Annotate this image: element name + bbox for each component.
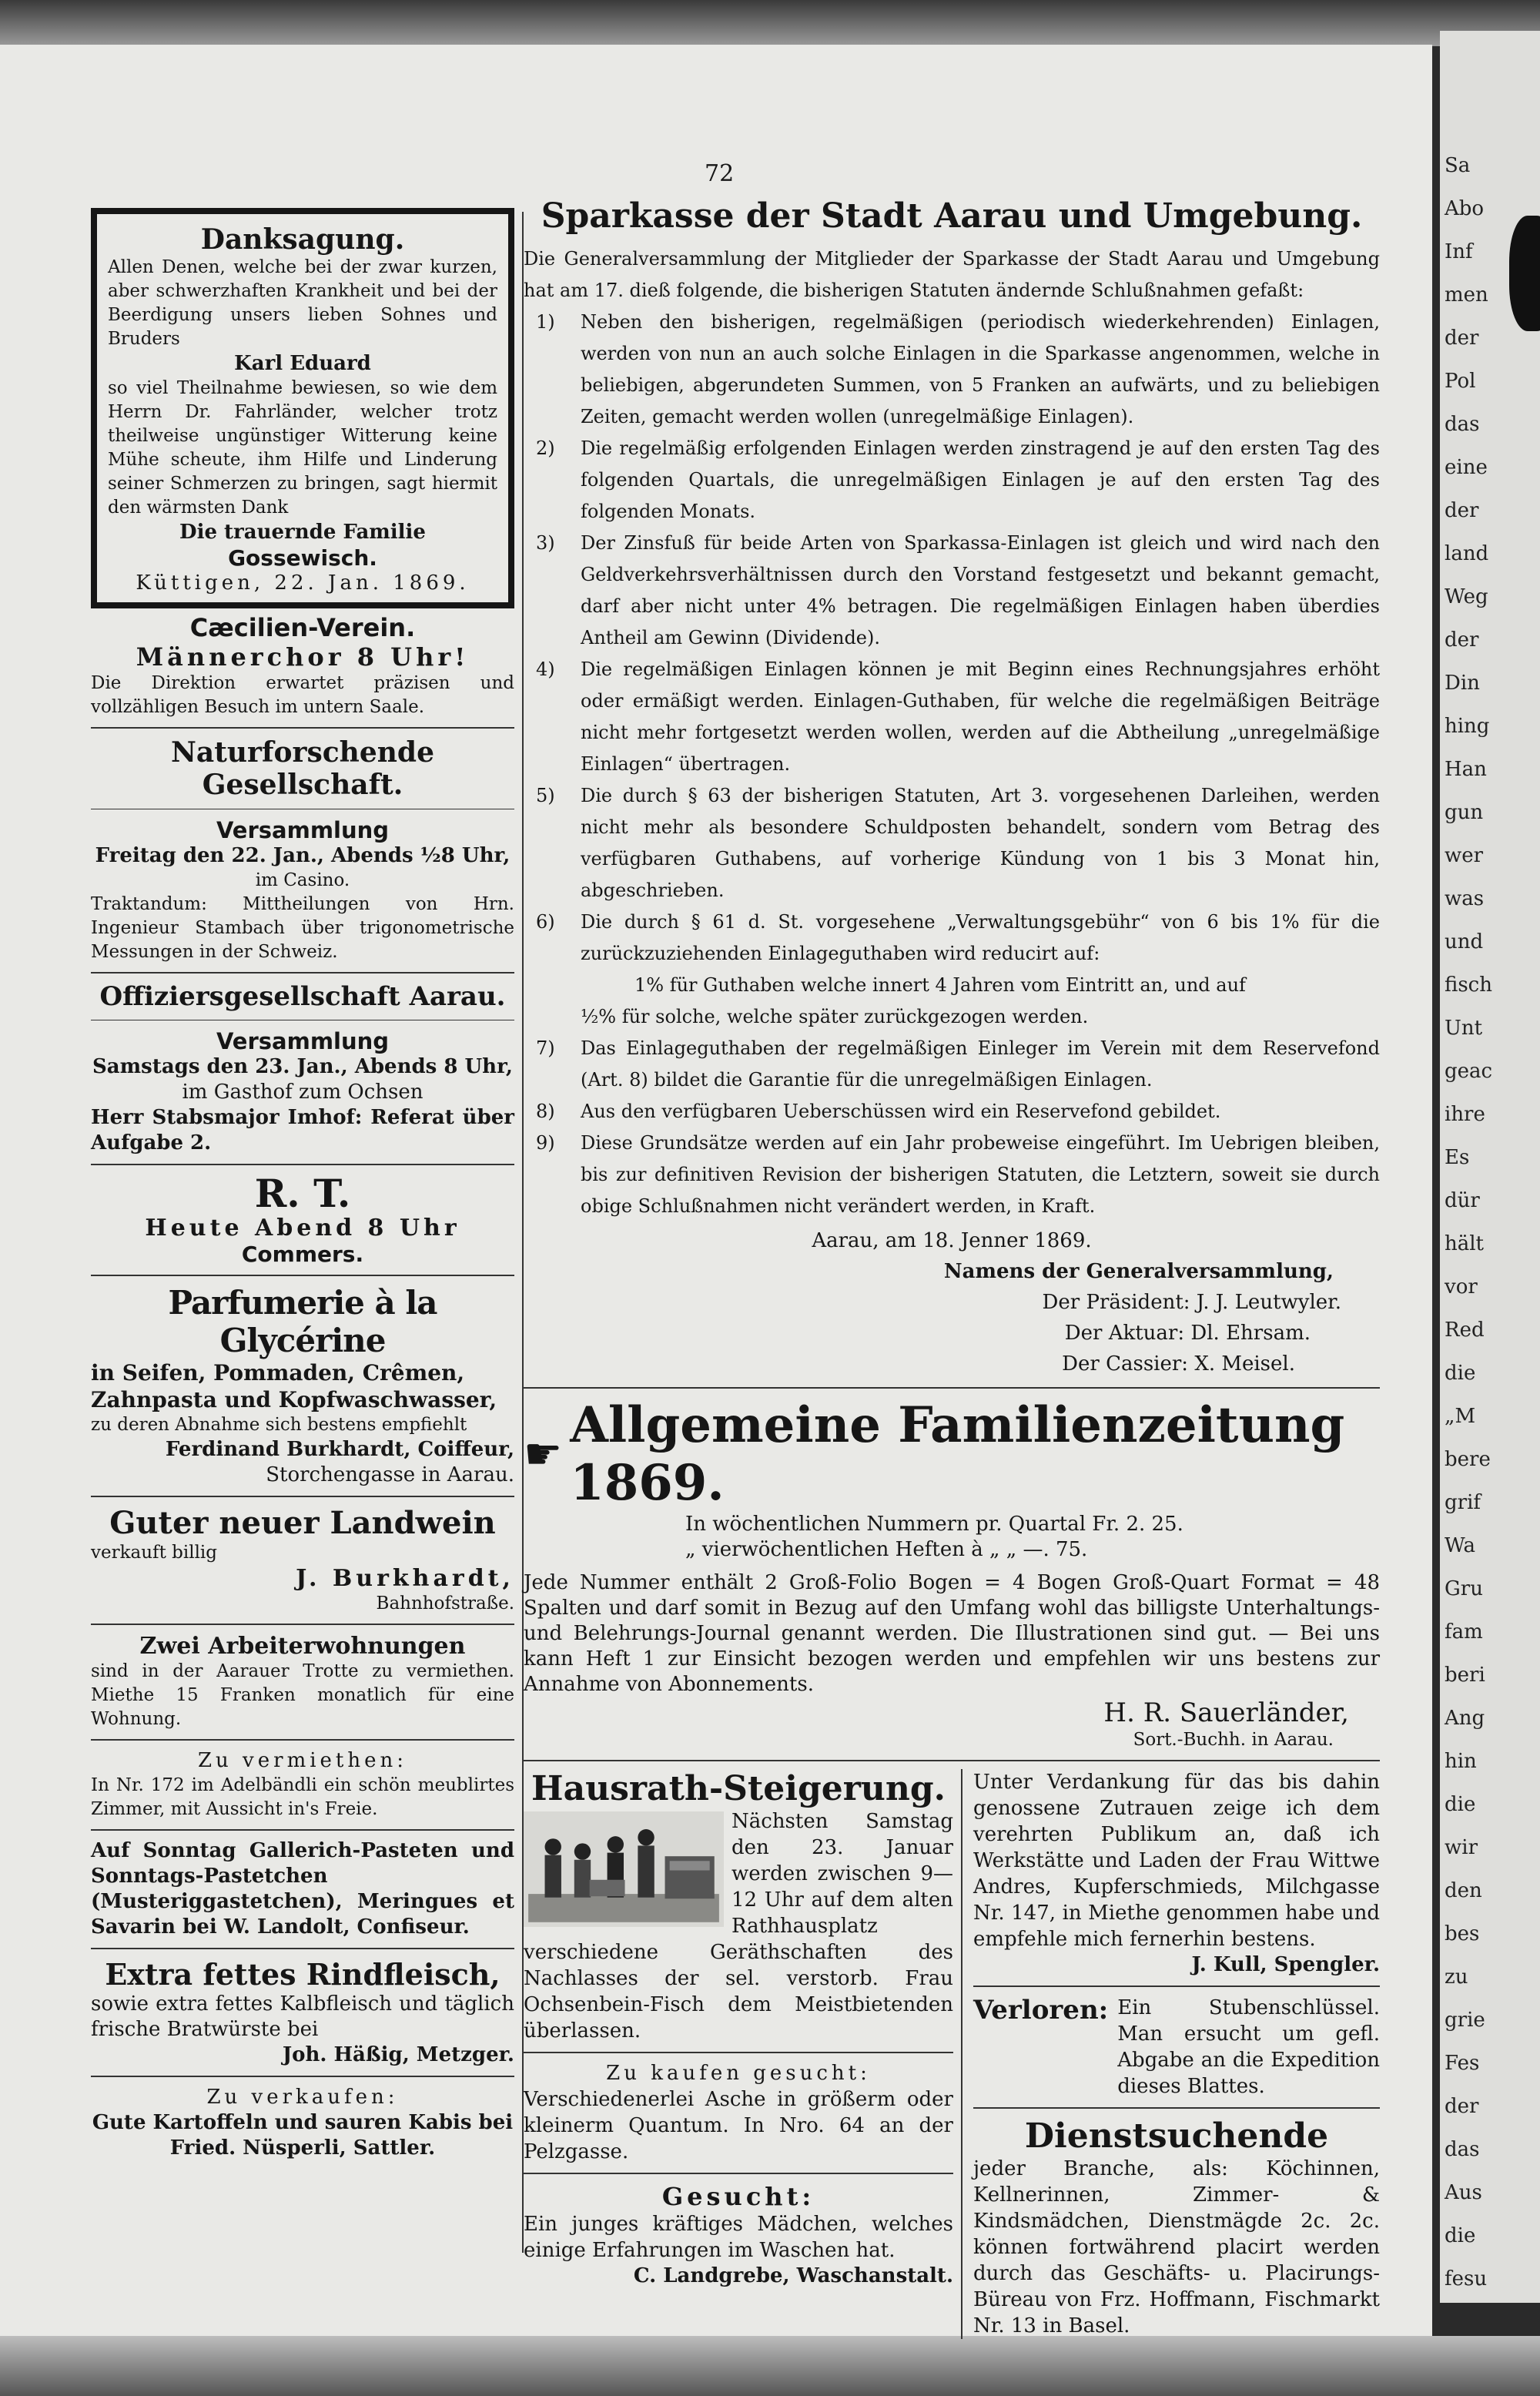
adjacent-page-text: dür: [1445, 1189, 1480, 1212]
rt-title: R. T.: [254, 1171, 351, 1216]
familienzeitung-title: Allgemeine Familienzeitung 1869.: [570, 1396, 1345, 1512]
item-text: Der Zinsfuß für beide Arten von Sparkassa-Einlagen ist gleich und wird nach den Geldverkehrsverhältnissen durch den Vorstand festgesetzt und bekannt gemacht, darf aber nicht unter 4% betragen. Die regelmäßigen Einlagen haben überdies Antheil am Gewinn (Dividende).: [581, 532, 1380, 648]
page-number: 72: [705, 160, 735, 187]
divider: [91, 1829, 514, 1831]
sparkasse-item: [524, 780, 1380, 906]
adjacent-page-text: fisch: [1445, 973, 1492, 997]
offiziere-heading: Versammlung: [216, 1028, 390, 1054]
naturf-heading: Versammlung: [216, 817, 390, 843]
thanks-text-2: so viel Theilnahme bewiesen, so wie dem Herrn Dr. Fahrländer, welcher trotz theilweise ungünstiger Witterung keine Mühe scheute, ihm Hilfe und Linderung seiner Schmerzen zu bringen, sagt hiermit den wärmsten Dank: [108, 378, 497, 518]
caecilien-sub: Männerchor 8 Uhr!: [136, 642, 470, 672]
sparkasse-item: [524, 654, 1380, 780]
adjacent-page-text: hing: [1445, 715, 1490, 738]
thanks-family: Die trauernde Familie: [179, 521, 426, 544]
familienzeitung-text: Jede Nummer enthält 2 Groß-Folio Bogen = 4 Bogen Groß-Quart Format = 48 Spalten und darf somit in Bezug auf den Umfang wohl das billigste Unterhaltungs- und Belehrungs-Journal genannt werden. Die Illustrationen sind gut. — Bei uns kann Heft 1 zur Einsicht bezogen werden und empfehlen wir uns bestens zur Annahme von Abonnements.: [524, 1571, 1380, 1696]
item-text: Die durch § 61 d. St. vorgesehene „Verwaltungsgebühr“ von 6 bis 1% für die zurückzuziehenden Einlageguthaben wird reducirt auf:: [581, 911, 1380, 964]
caecilien-text: Die Direktion erwartet präzisen und vollzähligen Besuch im untern Saale.: [91, 673, 514, 717]
gesucht-title: Gesucht:: [661, 2182, 815, 2211]
adjacent-page-text: und: [1445, 930, 1484, 953]
verkaufen-ad: [91, 2085, 514, 2161]
adjacent-page-text: Weg: [1445, 585, 1488, 608]
familienzeitung-signature: H. R. Sauerländer,: [1103, 1697, 1349, 1728]
adjacent-page-text: was: [1445, 887, 1485, 910]
gesucht-signature: C. Landgrebe, Waschanstalt.: [633, 2264, 953, 2287]
divider: [524, 1760, 1380, 1761]
verloren-text: Ein Stubenschlüssel. Man ersucht um gefl. Abgabe an die Expedition dieses Blattes.: [1117, 1996, 1380, 2098]
thanks-text-1: Allen Denen, welche bei der zwar kurzen, aber schwerzhaften Krankheit und bei der Beerdigung unsers lieben Sohnes und Bruders: [108, 257, 497, 349]
naturf-when: Freitag den 22. Jan., Abends ½8 Uhr,: [95, 844, 511, 867]
rindfleisch-name: Joh. Häßig, Metzger.: [282, 2043, 514, 2066]
verkaufen-text: Gute Kartoffeln und sauren Kabis bei Fried. Nüsperli, Sattler.: [92, 2111, 514, 2160]
vermiethen-text: In Nr. 172 im Adelbändli ein schön meublirtes Zimmer, mit Aussicht in's Freie.: [91, 1775, 514, 1819]
divider: [91, 1164, 514, 1165]
scan-top-edge: [0, 0, 1540, 46]
wohnungen-text: sind in der Aarauer Trotte zu vermiethen. Miethe 15 Franken monatlich für eine Wohnung.: [91, 1661, 514, 1729]
offiziere-title: Offiziersgesellschaft Aarau.: [99, 981, 506, 1012]
sparkasse-item: [524, 307, 1380, 433]
adjacent-page-text: eine: [1445, 456, 1488, 479]
item-number: 7): [536, 1037, 555, 1059]
kaufen-title: Zu kaufen gesucht:: [606, 2062, 871, 2085]
adjacent-page-text: die: [1445, 2224, 1476, 2247]
divider: [91, 2076, 514, 2077]
adjacent-page-text: fesu: [1445, 2267, 1488, 2290]
parfum-name: Ferdinand Burkhardt, Coiffeur,: [165, 1438, 514, 1461]
sparkasse-cassier: Der Cassier: X. Meisel.: [1062, 1352, 1295, 1376]
sparkasse-item: [524, 1096, 1380, 1128]
offiziere-where: im Gasthof zum Ochsen: [182, 1081, 424, 1104]
divider: [91, 1739, 514, 1741]
adjacent-page-text: den: [1445, 1879, 1482, 1902]
thanks-title: Danksagung.: [200, 223, 405, 256]
divider: [524, 2052, 953, 2053]
kaufen-text: Verschiedenerlei Asche in größerm oder kleinerm Quantum. In Nro. 64 an der Pelzgasse.: [524, 2088, 953, 2163]
parfum-line2: zu deren Abnahme sich bestens empfiehlt: [91, 1415, 467, 1435]
sparkasse-praesident: Der Präsident: J. J. Leutwyler.: [1042, 1291, 1341, 1314]
caecilien-title: Cæcilien-Verein.: [189, 613, 416, 642]
left-column: [91, 208, 514, 2166]
adjacent-page-text: „M: [1445, 1405, 1476, 1428]
main-column: [524, 196, 1380, 2339]
familienzeitung-line2: „ vierwöchentlichen Heften à „ „ —. 75.: [685, 1538, 1088, 1561]
adjacent-page-text: Fes: [1445, 2052, 1480, 2075]
landwein-name: J. Burkhardt,: [296, 1565, 514, 1592]
adjacent-page-text: das: [1445, 2138, 1480, 2161]
adjacent-page-fragment: [1440, 31, 1540, 2303]
adjacent-page-text: Din: [1445, 672, 1480, 695]
adjacent-page-text: bere: [1445, 1448, 1491, 1471]
pointing-hand-icon: ☛: [524, 1429, 563, 1479]
verloren-label: Verloren:: [973, 1995, 1109, 2026]
adjacent-page-text: die: [1445, 1793, 1476, 1816]
divider: [524, 1387, 1380, 1389]
verkaufen-title: Zu verkaufen:: [206, 2086, 399, 2109]
item-number: 6): [536, 911, 555, 933]
adjacent-page-text: Wa: [1445, 1534, 1475, 1557]
sparkasse-item: [524, 433, 1380, 528]
adjacent-page-text: land: [1445, 542, 1489, 565]
sparkasse-title: Sparkasse der Stadt Aarau und Umgebung.: [541, 196, 1363, 236]
adjacent-page-text: der: [1445, 628, 1479, 652]
hausrath-title: Hausrath-Steigerung.: [531, 1769, 946, 1808]
kull-text: Unter Verdankung für das bis dahin genossene Zutrauen zeige ich dem verehrten Publikum an, daß ich Werkstätte und Laden der Frau Wittwe Andres, Kupferschmieds, Milchgasse Nr. 147, in Miethe genommen habe und empfehle mich fernerhin bestens.: [973, 1771, 1380, 1951]
rt-line: Heute Abend 8 Uhr: [145, 1215, 460, 1242]
familienzeitung-ad: [524, 1396, 1380, 1752]
adjacent-page-text: grif: [1445, 1491, 1481, 1514]
wohnungen-ad: [91, 1633, 514, 1731]
adjacent-page-text: gun: [1445, 801, 1484, 824]
adjacent-page-text: Sa: [1445, 154, 1471, 177]
adjacent-page-text: hin: [1445, 1750, 1477, 1773]
rindfleisch-ad: [91, 1957, 514, 2068]
divider: [973, 1985, 1380, 1987]
item-number: 5): [536, 785, 555, 806]
fee-rate-2: ½% für solche, welche später zurückgezogen werden.: [581, 1006, 1089, 1027]
offiziers-notice: [91, 981, 514, 1156]
caecilien-notice: [91, 613, 514, 719]
rindfleisch-title: Extra fettes Rindfleisch,: [105, 1957, 500, 1992]
divider: [973, 2107, 1380, 2109]
landwein-title: Guter neuer Landwein: [109, 1505, 496, 1541]
lower-ads: [524, 1769, 1380, 2339]
sparkasse-item: [524, 1128, 1380, 1222]
sparkasse-namens: Namens der Generalversammlung,: [943, 1260, 1334, 1283]
adjacent-page-text: ihre: [1445, 1103, 1485, 1126]
adjacent-page-text: vor: [1445, 1275, 1478, 1299]
adjacent-page-text: Pol: [1445, 370, 1476, 393]
divider: [91, 972, 514, 973]
rindfleisch-text: sowie extra fettes Kalbfleisch und täglich frische Bratwürste bei: [91, 1992, 514, 2041]
item-text: Die regelmäßigen Einlagen können je mit Beginn eines Rechnungsjahres erhöht oder ermäßigt werden. Einlagen-Guthaben, für welche die regelmäßigen Beiträge nicht mehr fortgesetzt werden wollen, werden auf die Abtheilung „unregelmäßige Einlagen“ übertragen.: [581, 658, 1380, 775]
adjacent-page-text: zu: [1445, 1965, 1468, 1989]
naturf-title: Naturforschende Gesellschaft.: [171, 736, 434, 801]
adjacent-page-text: Red: [1445, 1319, 1485, 1342]
divider: [524, 2173, 953, 2174]
offiziere-when: Samstags den 23. Jan., Abends 8 Uhr,: [92, 1055, 513, 1078]
sparkasse-aktuar: Der Aktuar: Dl. Ehrsam.: [1064, 1322, 1311, 1345]
lower-left-ads: [524, 1769, 962, 2339]
adjacent-page-text: Ang: [1445, 1707, 1485, 1730]
item-text: Die durch § 63 der bisherigen Statuten, Art 3. vorgesehenen Darleihen, werden nicht mehr als besondere Schuldposten behandelt, sondern vom Betrag des verfügbaren Guthabens, auf vorherige Kündung von 1 bis 3 Monat hin, abgeschrieben.: [581, 785, 1380, 901]
dienst-text: jeder Branche, als: Köchinnen, Kellnerinnen, Zimmer- & Kindsmädchen, Dienstmägde 2c. 2c. können fortwährend placirt werden durch das Geschäfts- u. Placirungs-Büreau von Frz. Hoffmann, Fischmarkt Nr. 13 in Basel.: [973, 2157, 1380, 2337]
ink-blot: [1509, 216, 1540, 331]
pasteten-ad: [91, 1838, 514, 1940]
divider: [91, 727, 514, 729]
rt-notice: [91, 1173, 514, 1267]
scan-bottom-edge: [0, 2336, 1540, 2396]
adjacent-page-text: grie: [1445, 2009, 1485, 2032]
adjacent-page-text: der: [1445, 327, 1479, 350]
item-number: 8): [536, 1101, 555, 1122]
adjacent-page-text: beri: [1445, 1664, 1485, 1687]
sparkasse-items: [524, 307, 1380, 1222]
parfum-addr: Storchengasse in Aarau.: [266, 1463, 514, 1486]
parfum-line1: in Seifen, Pommaden, Crêmen, Zahnpasta und Kopfwaschwasser,: [91, 1360, 497, 1412]
adjacent-page-text: fam: [1445, 1620, 1483, 1644]
adjacent-page-text: geac: [1445, 1060, 1493, 1083]
naturforschende-notice: [91, 736, 514, 964]
parfumerie-ad: [91, 1284, 514, 1488]
dienst-title: Dienstsuchende: [1024, 2116, 1329, 2156]
adjacent-page-text: Han: [1445, 758, 1487, 781]
adjacent-page-text: Inf: [1445, 240, 1473, 263]
gesucht-text: Ein junges kräftiges Mädchen, welches einige Erfahrungen im Waschen hat.: [524, 2213, 953, 2262]
adjacent-page-text: men: [1445, 283, 1488, 307]
landwein-text: verkauft billig: [91, 1543, 217, 1563]
divider: [91, 1948, 514, 1949]
adjacent-page-text: hält: [1445, 1232, 1485, 1255]
vermiethen-title: Zu vermiethen:: [197, 1749, 408, 1772]
adjacent-page-text: die: [1445, 1362, 1476, 1385]
lower-right-ads: [962, 1769, 1380, 2339]
naturf-where: im Casino.: [255, 870, 350, 890]
landwein-addr: Bahnhofstraße.: [376, 1593, 514, 1614]
auction-illustration: [524, 1811, 724, 1927]
item-number: 3): [536, 532, 555, 554]
adjacent-page-text: der: [1445, 499, 1479, 522]
item-text: Diese Grundsätze werden auf ein Jahr probeweise eingeführt. Im Uebrigen bleiben, bis zur definitiven Revision der bisherigen Statuten, die Letztern, soweit sie durch obige Schlußnahmen nicht verändert werden, in Kraft.: [581, 1132, 1380, 1217]
thanks-family-name: Gossewisch.: [228, 545, 377, 571]
pasteten-text: Auf Sonntag Gallerich-Pasteten und Sonntags-Pastetchen (Musteriggastetchen), Meringues et Savarin bei W. Landolt, Confiseur.: [91, 1839, 514, 1939]
adjacent-page-text: bes: [1445, 1922, 1480, 1945]
vermiethen-ad: [91, 1748, 514, 1821]
hausrath-text: Nächsten Samstag den 23. Januar werden zwischen 9—12 Uhr auf dem alten Rathhausplatz verschiedene Geräthschaften des Nachlasses der sel. verstorb. Frau Ochsenbein-Fisch dem Meistbietenden überlassen.: [524, 1810, 953, 2042]
fee-rate-1: 1% für Guthaben welche innert 4 Jahren vom Eintritt an, und auf: [634, 974, 1246, 996]
item-text: Neben den bisherigen, regelmäßigen (periodisch wiederkehrenden) Einlagen, werden von nun an auch solche Einlagen in die Sparkasse angenommen, welche in beliebigen, abgerundeten Summen, von 5 Franken an aufwärts, und zu beliebigen Zeiten, gemacht werden wollen (unregelmäßige Einlagen).: [581, 311, 1380, 427]
sparkasse-date: Aarau, am 18. Jenner 1869.: [812, 1229, 1092, 1252]
offiziere-text: Herr Stabsmajor Imhof: Referat über Aufgabe 2.: [91, 1106, 514, 1154]
adjacent-page-text: wer: [1445, 844, 1484, 867]
familienzeitung-line1: In wöchentlichen Nummern pr. Quartal Fr. 2. 25.: [685, 1513, 1183, 1536]
adjacent-page-text: Es: [1445, 1146, 1470, 1169]
item-text: Aus den verfügbaren Ueberschüssen wird ein Reservefond gebildet.: [581, 1101, 1221, 1122]
item-number: 9): [536, 1132, 555, 1154]
item-number: 1): [536, 311, 555, 333]
adjacent-page-text: Unt: [1445, 1017, 1483, 1040]
sparkasse-intro: Die Generalversammlung der Mitglieder der Sparkasse der Stadt Aarau und Umgebung hat am 17. dieß folgende, die bisherigen Statuten ändernde Schlußnahmen gefaßt:: [524, 248, 1380, 301]
divider: [91, 1496, 514, 1497]
thanks-notice: [91, 208, 514, 608]
parfum-title: Parfumerie à la Glycérine: [168, 1284, 437, 1359]
item-number: 2): [536, 437, 555, 459]
adjacent-page-text: wir: [1445, 1836, 1478, 1859]
sparkasse-item: [524, 1033, 1380, 1096]
familienzeitung-signature-2: Sort.-Buchh. in Aarau.: [1133, 1730, 1334, 1750]
item-text: Das Einlageguthaben der regelmäßigen Einleger im Verein mit dem Reservefond (Art. 8) bildet die Garantie für die unregelmäßigen Einlagen.: [581, 1037, 1380, 1091]
sparkasse-item: [524, 906, 1380, 1033]
landwein-ad: [91, 1505, 514, 1616]
item-text: Die regelmäßig erfolgenden Einlagen werden zinstragend je auf den ersten Tag des folgenden Quartals, die unregelmäßigen Einlagen je auf den ersten Tag des folgenden Monats.: [581, 437, 1380, 522]
adjacent-page-text: Gru: [1445, 1577, 1483, 1600]
sparkasse-item: [524, 528, 1380, 654]
thanks-place-date: Küttigen, 22. Jan. 1869.: [136, 571, 470, 595]
wohnungen-title: Zwei Arbeiterwohnungen: [139, 1633, 466, 1660]
divider: [91, 1624, 514, 1625]
naturf-traktandum: Traktandum: Mittheilungen von Hrn. Ingenieur Stambach über trigonometrische Messungen in der Schweiz.: [91, 894, 514, 962]
adjacent-page-text: Abo: [1445, 197, 1485, 220]
adjacent-page-text: der: [1445, 2095, 1479, 2118]
adjacent-page-text: Aus: [1445, 2181, 1482, 2204]
kull-signature: J. Kull, Spengler.: [1191, 1953, 1380, 1976]
item-number: 4): [536, 658, 555, 680]
thanks-name: Karl Eduard: [234, 352, 371, 375]
rt-sub: Commers.: [241, 1242, 364, 1267]
divider: [91, 1275, 514, 1276]
adjacent-page-text: das: [1445, 413, 1480, 436]
